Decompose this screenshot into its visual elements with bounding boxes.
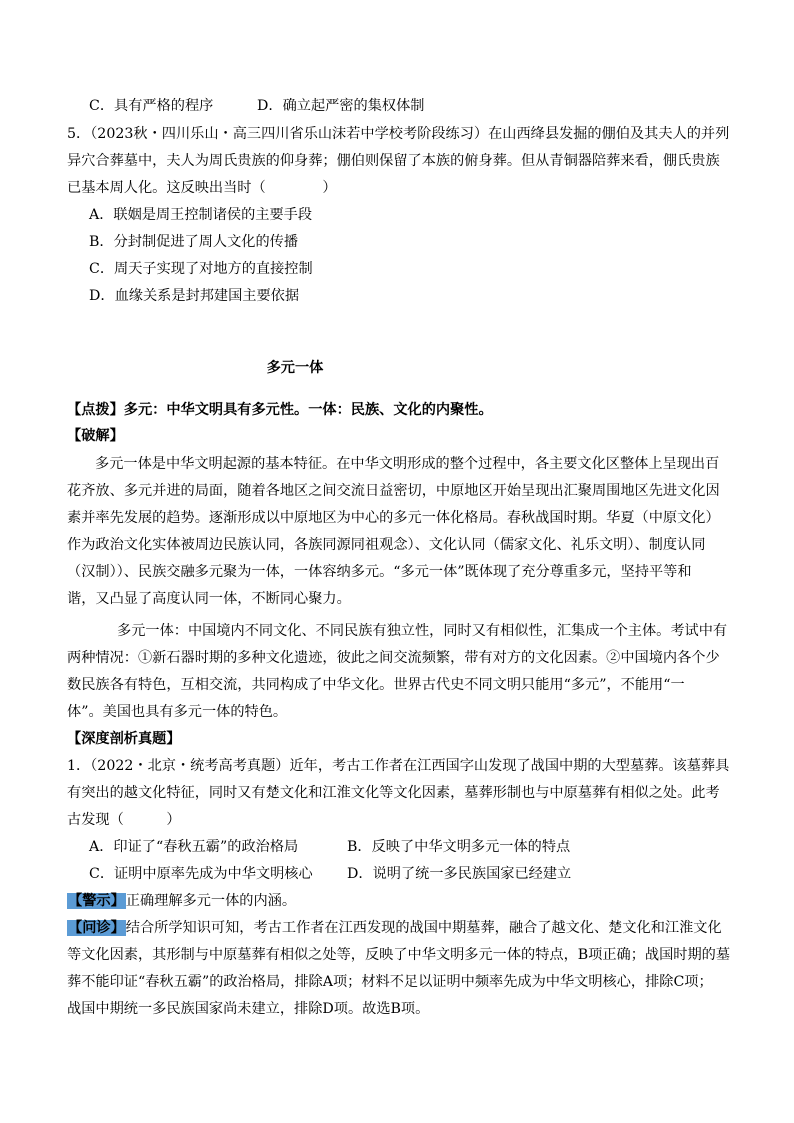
q5-option-c: C．周天子实现了对地方的直接控制 bbox=[89, 261, 313, 277]
q4-option-c: C．具有严格的程序 bbox=[89, 98, 214, 114]
q1-option-d: D．说明了统一多民族国家已经建立 bbox=[347, 866, 572, 882]
tip-text: 多元：中华文明具有多元性。一体：民族、文化的内聚性。 bbox=[123, 402, 493, 418]
diag-text-1: 结合所学知识可知，考古工作者在江西发现的战国中期墓葬，融合了越文化、楚文化和江淮文化 bbox=[125, 920, 722, 936]
q5-stem-line-1: 5．（2023秋・四川乐山・高三四川省乐山沫若中学校考阶段练习）在山西绛县发掘的倗伯及其夫人的并列 bbox=[67, 126, 730, 142]
q1-option-b: B．反映了中华文明多元一体的特点 bbox=[347, 839, 571, 855]
q1-stem-line-2: 有突出的越文化特征，同时又有楚文化和江淮文化等文化因素，墓葬形制也与中原墓葬有相似之处。此考 bbox=[67, 785, 720, 801]
q4-option-d: D．确立起严密的集权体制 bbox=[257, 98, 425, 114]
para1-line-5: （汉制））、民族交融多元聚为一体，一体容纳多元。“多元一体”既体现了充分尊重多元，坚持平等和 bbox=[67, 564, 692, 580]
explain-label: 【破解】 bbox=[67, 428, 124, 444]
q1-option-c: C．证明中原率先成为中华文明核心 bbox=[89, 866, 313, 882]
para2-line-4: 体”。美国也具有多元一体的特色。 bbox=[67, 704, 288, 720]
para2-line-1: 多元一体：中国境内不同文化、不同民族有独立性，同时又有相似性，汇集成一个主体。考试中有 bbox=[117, 623, 728, 639]
para2-line-3: 数民族各有特色，互相交流，共同构成了中华文化。世界古代史不同文明只能用“多元”，不能用“一 bbox=[67, 677, 685, 693]
para1-line-3: 素并率先发展的趋势。逐渐形成以中原地区为中心的多元一体化格局。春秋战国时期。华夏（中原文化） bbox=[67, 510, 720, 526]
q1-stem-line-3: 古发现（ ） bbox=[67, 812, 181, 828]
q5-stem-line-2: 异穴合葬墓中，夫人为周氏贵族的仰身葬；倗伯则保留了本族的俯身葬。但从青铜器陪葬来看，倗氏贵族 bbox=[67, 153, 720, 169]
tip-line bbox=[67, 400, 727, 420]
diag-line-3: 葬不能印证“春秋五霸”的政治格局，排除A项；材料不足以证明中频率先成为中华文明核心，排除C项； bbox=[67, 974, 713, 990]
para1-line-6: 谐，又凸显了高度认同一体，不断同心聚力。 bbox=[67, 591, 351, 607]
deep-analysis-label: 【深度剖析真题】 bbox=[67, 731, 181, 747]
section-title: 多元一体 bbox=[266, 360, 324, 376]
warn-line bbox=[67, 891, 727, 911]
q1-option-a: A．印证了“春秋五霸”的政治格局 bbox=[89, 839, 299, 855]
para1-line-4: 作为政治文化实体被周边民族认同，各族同源同祖观念）、文化认同（儒家文化、礼乐文明）、制度认同 bbox=[67, 537, 706, 553]
q5-option-b: B．分封制促进了周人文化的传播 bbox=[89, 234, 299, 250]
diag-line-4: 战国中期统一多民族国家尚未建立，排除D项。故选B项。 bbox=[67, 1001, 430, 1017]
para2-line-2: 两种情况：①新石器时期的多种文化遗迹，彼此之间交流频繁，带有对方的文化因素。②中国境内各个少 bbox=[67, 650, 720, 666]
q5-option-d: D．血缘关系是封邦建国主要依据 bbox=[89, 288, 300, 304]
tip-label: 【点拨】 bbox=[67, 402, 124, 418]
diag-line-2: 等文化因素，其形制与中原墓葬有相似之处等，反映了中华文明多元一体的特点，B项正确；战国时期的墓 bbox=[67, 947, 731, 963]
para1-line-2: 花齐放、多元并进的局面，随着各地区之间交流日益密切，中原地区开始呈现出汇聚周围地区先进文化因 bbox=[67, 483, 720, 499]
q5-option-a: A．联姻是周王控制诸侯的主要手段 bbox=[89, 207, 313, 223]
diag-line-1 bbox=[67, 918, 727, 938]
diag-label: 【问诊】 bbox=[68, 920, 125, 936]
q5-stem-line-3: 已基本周人化。这反映出当时（ ） bbox=[67, 180, 337, 196]
q1-stem-line-1: 1．（2022・北京・统考高考真题）近年，考古工作者在江西国字山发现了战国中期的大型墓葬。该墓葬具 bbox=[67, 758, 730, 774]
para1-line-1: 多元一体是中华文明起源的基本特征。在中华文明形成的整个过程中，各主要文化区整体上呈现出百 bbox=[95, 456, 720, 472]
warn-label: 【警示】 bbox=[68, 893, 125, 909]
warn-text: 正确理解多元一体的内涵。 bbox=[125, 893, 297, 909]
